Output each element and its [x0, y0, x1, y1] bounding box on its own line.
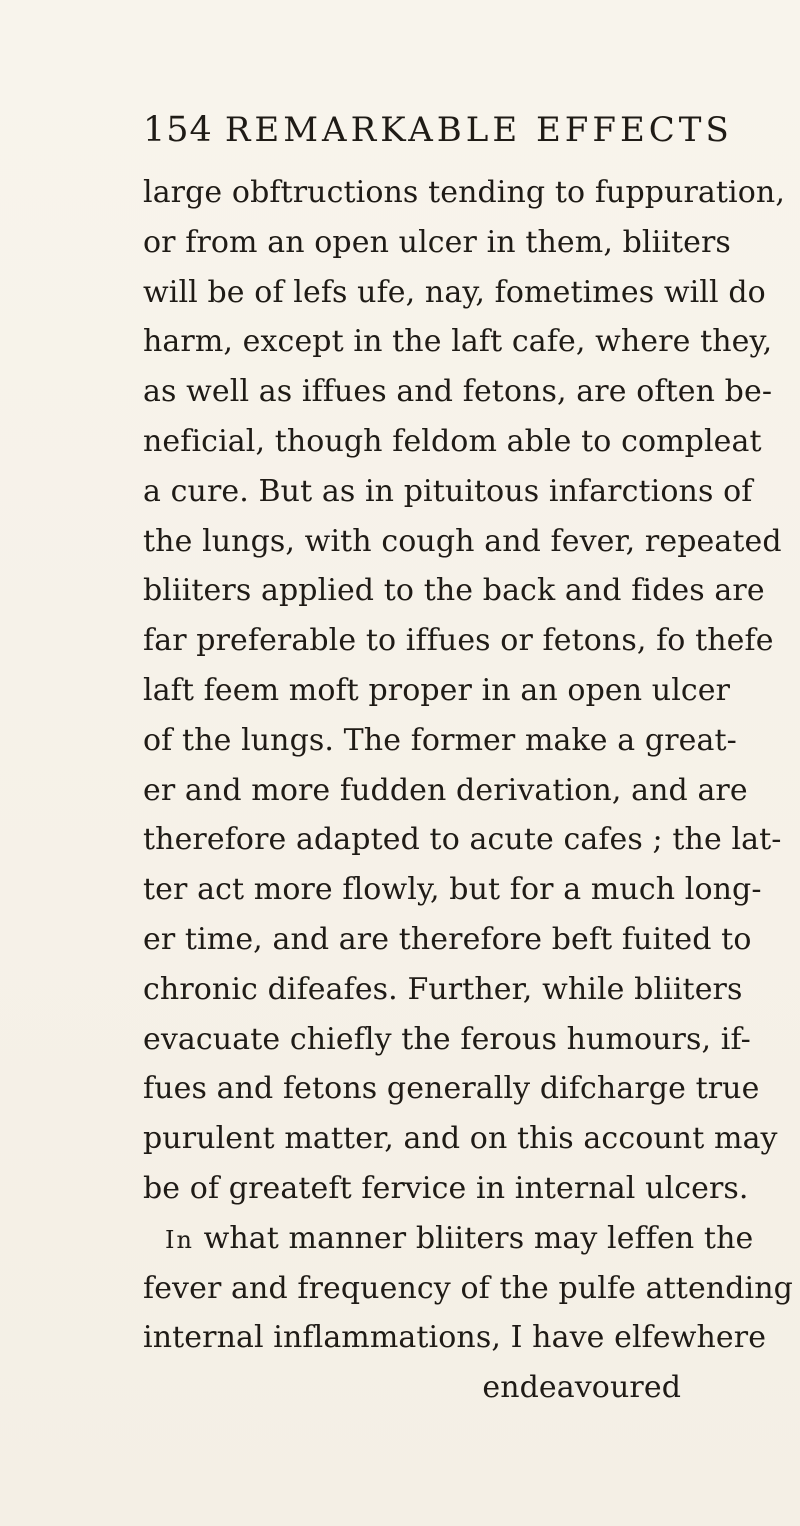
text-line: or from an open ulcer in them, bliiters [143, 224, 731, 260]
text-line: as well as iffues and fetons, are often be- [143, 374, 773, 410]
text-line: the lungs, with cough and fever, repeated [143, 523, 782, 559]
text-line: bliiters applied to the back and fides are [143, 573, 765, 609]
page-header [143, 110, 733, 150]
text-line: laft feem moft proper in an open ulcer [143, 672, 731, 708]
text-line: ter act more flowly, but for a much long- [143, 872, 762, 908]
text-line: large obftructions tending to fuppuration, [143, 175, 785, 210]
text-line: chronic difeafes. Further, while bliiters [143, 971, 743, 1007]
small-caps-word: In [165, 1225, 194, 1254]
text-line: harm, except in the laft cafe, where they, [143, 324, 773, 360]
text-line: of the lungs. The former make a great- [143, 722, 737, 758]
text-line: will be of lefs ufe, nay, fometimes will do [143, 274, 766, 310]
catchword: endeavoured [482, 1370, 681, 1406]
text-line: fever and frequency of the pulfe attending [143, 1270, 793, 1306]
text-line: evacuate chiefly the ferous humours, if- [143, 1021, 751, 1057]
text-line: er and more fudden derivation, and are [143, 772, 748, 808]
paragraph-start-text: what manner bliiters may leffen the [193, 1220, 754, 1256]
text-line: far preferable to iffues or fetons, fo thefe [143, 623, 774, 659]
text-line: internal inflammations, I have elfewhere [143, 1320, 767, 1356]
text-line: purulent matter, and on this account may [143, 1121, 778, 1157]
body-text [143, 168, 793, 1413]
page-number: 154 [143, 110, 213, 150]
text-line: be of greateft fervice in internal ulcers. [143, 1170, 749, 1206]
text-line: neficial, though feldom able to compleat [143, 423, 762, 459]
text-line: er time, and are therefore beft fuited to [143, 921, 752, 957]
text-line: fues and fetons generally difcharge true [143, 1071, 760, 1107]
running-head: REMARKABLE EFFECTS [224, 110, 733, 150]
text-line: a cure. But as in pituitous infarctions of [143, 473, 753, 509]
text-line: therefore adapted to acute cafes ; the lat- [143, 822, 782, 858]
paragraph-start-line [143, 1214, 754, 1264]
